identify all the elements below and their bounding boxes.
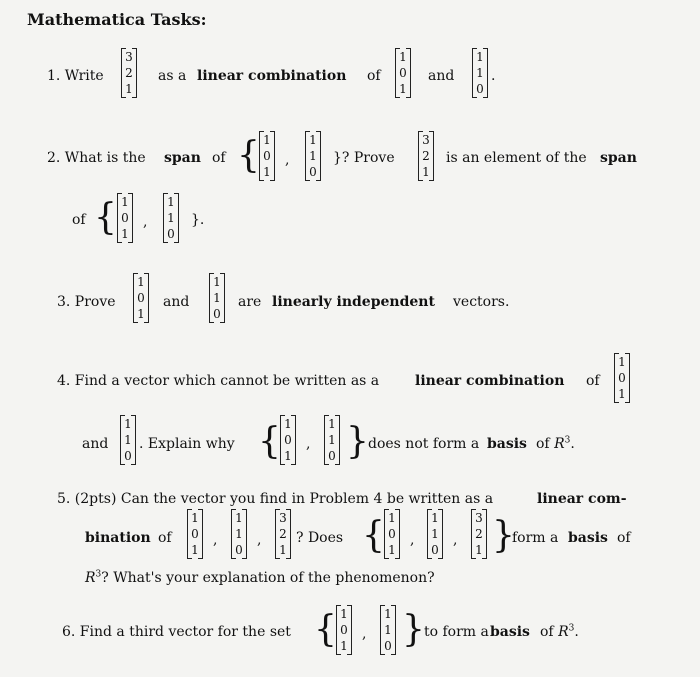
p4-vector-c: 1 1 0: [324, 415, 340, 465]
p6-basis: basis: [490, 624, 530, 640]
p2-vector-e: 1 1 0: [163, 193, 179, 243]
p5-comma-3: ,: [410, 532, 415, 548]
p4-vector-top: 1 0 1: [614, 353, 630, 403]
p2-left-brace-2: {: [94, 197, 117, 238]
p5-left-brace: {: [362, 515, 385, 556]
p1-bold-text: linear combination: [197, 68, 347, 84]
p5-comma-1: ,: [213, 532, 218, 548]
p2-of-2: of: [72, 212, 86, 228]
p2-vector-c: 3 2 1: [418, 131, 434, 181]
p3-and: and: [163, 294, 190, 310]
p4-bold-text: linear combination: [415, 373, 565, 389]
p2-end: }.: [191, 212, 205, 228]
p4-comma: ,: [306, 436, 311, 452]
p4-left-brace: {: [258, 421, 281, 462]
p5-bold-text: linear com-: [537, 491, 627, 507]
p6-right-brace: }: [402, 609, 425, 650]
p4-number: 4. Find a vector which cannot be written as a: [57, 373, 380, 389]
p5-line1: 5. (2pts) Can the vector you find in Problem 4 be written as a: [57, 491, 494, 507]
p4-vector-a: 1 1 0: [120, 415, 136, 465]
p5-of-2: of: [617, 530, 631, 546]
p5-set2-vector-2: 1 1 0: [427, 509, 443, 559]
p2-vector-d: 1 0 1: [117, 193, 133, 243]
p4-of: of: [586, 373, 600, 389]
p5-does: ? Does: [296, 530, 344, 546]
p6-number: 6. Find a third vector for the set: [62, 624, 291, 640]
p6-text: to form a: [424, 624, 489, 640]
p2-comma-2: ,: [143, 214, 148, 230]
p1-and: and: [428, 68, 455, 84]
p4-right-brace: }: [346, 421, 369, 462]
page-title: Mathematica Tasks:: [27, 10, 207, 29]
p4-of-r: of $R^3$.: [536, 435, 575, 452]
p3-vector-a: 1 0 1: [133, 273, 149, 323]
p1-vector-c: 1 1 0: [472, 48, 488, 98]
p2-comma: ,: [285, 152, 290, 168]
p5-comma-2: ,: [257, 532, 262, 548]
p3-bold-text: linearly independent: [272, 294, 435, 310]
p4-vector-b: 1 0 1: [280, 415, 296, 465]
p3-end: vectors.: [453, 294, 510, 310]
p5-form: form a: [512, 530, 559, 546]
p5-set1-vector-2: 1 1 0: [231, 509, 247, 559]
p5-comma-4: ,: [453, 532, 458, 548]
p5-set1-vector-1: 1 0 1: [187, 509, 203, 559]
p5-basis: basis: [568, 530, 608, 546]
p5-bold-text-2: bination: [85, 530, 151, 546]
p2-vector-a: 1 0 1: [259, 131, 275, 181]
p6-left-brace: {: [314, 609, 337, 650]
p6-comma: ,: [362, 626, 367, 642]
p6-vector-a: 1 0 1: [336, 605, 352, 655]
p4-text: does not form a: [368, 436, 480, 452]
p3-number: 3. Prove: [57, 294, 116, 310]
p2-vector-b: 1 1 0: [305, 131, 321, 181]
p6-of-r: of $R^3$.: [540, 623, 579, 640]
p4-basis: basis: [487, 436, 527, 452]
p2-text: is an element of the: [446, 150, 587, 166]
p1-text-of: of: [367, 68, 381, 84]
p5-set2-vector-1: 1 0 1: [384, 509, 400, 559]
p5-of: of: [158, 530, 172, 546]
p2-span-word: span: [164, 150, 201, 166]
p1-text-a: as a: [158, 68, 187, 84]
p1-period: .: [491, 68, 496, 84]
p5-set2-vector-3: 3 2 1: [471, 509, 487, 559]
p1-vector-b: 1 0 1: [395, 48, 411, 98]
p1-number: 1. Write: [47, 68, 104, 84]
p3-text: are: [238, 294, 262, 310]
p5-set1-vector-3: 3 2 1: [275, 509, 291, 559]
p5-line3: $R^3$? What's your explanation of the phenomenon?: [85, 569, 435, 586]
p2-number: 2. What is the: [47, 150, 146, 166]
p6-vector-b: 1 1 0: [380, 605, 396, 655]
p2-of: of: [212, 150, 226, 166]
p2-left-brace: {: [237, 135, 260, 176]
p1-vector-a: 3 2 1: [121, 48, 137, 98]
p2-question: }? Prove: [333, 150, 395, 166]
p2-span-word-2: span: [600, 150, 637, 166]
p4-and: and: [82, 436, 109, 452]
p4-explain: . Explain why: [139, 436, 235, 452]
p5-right-brace: }: [492, 515, 515, 556]
p3-vector-b: 1 1 0: [209, 273, 225, 323]
